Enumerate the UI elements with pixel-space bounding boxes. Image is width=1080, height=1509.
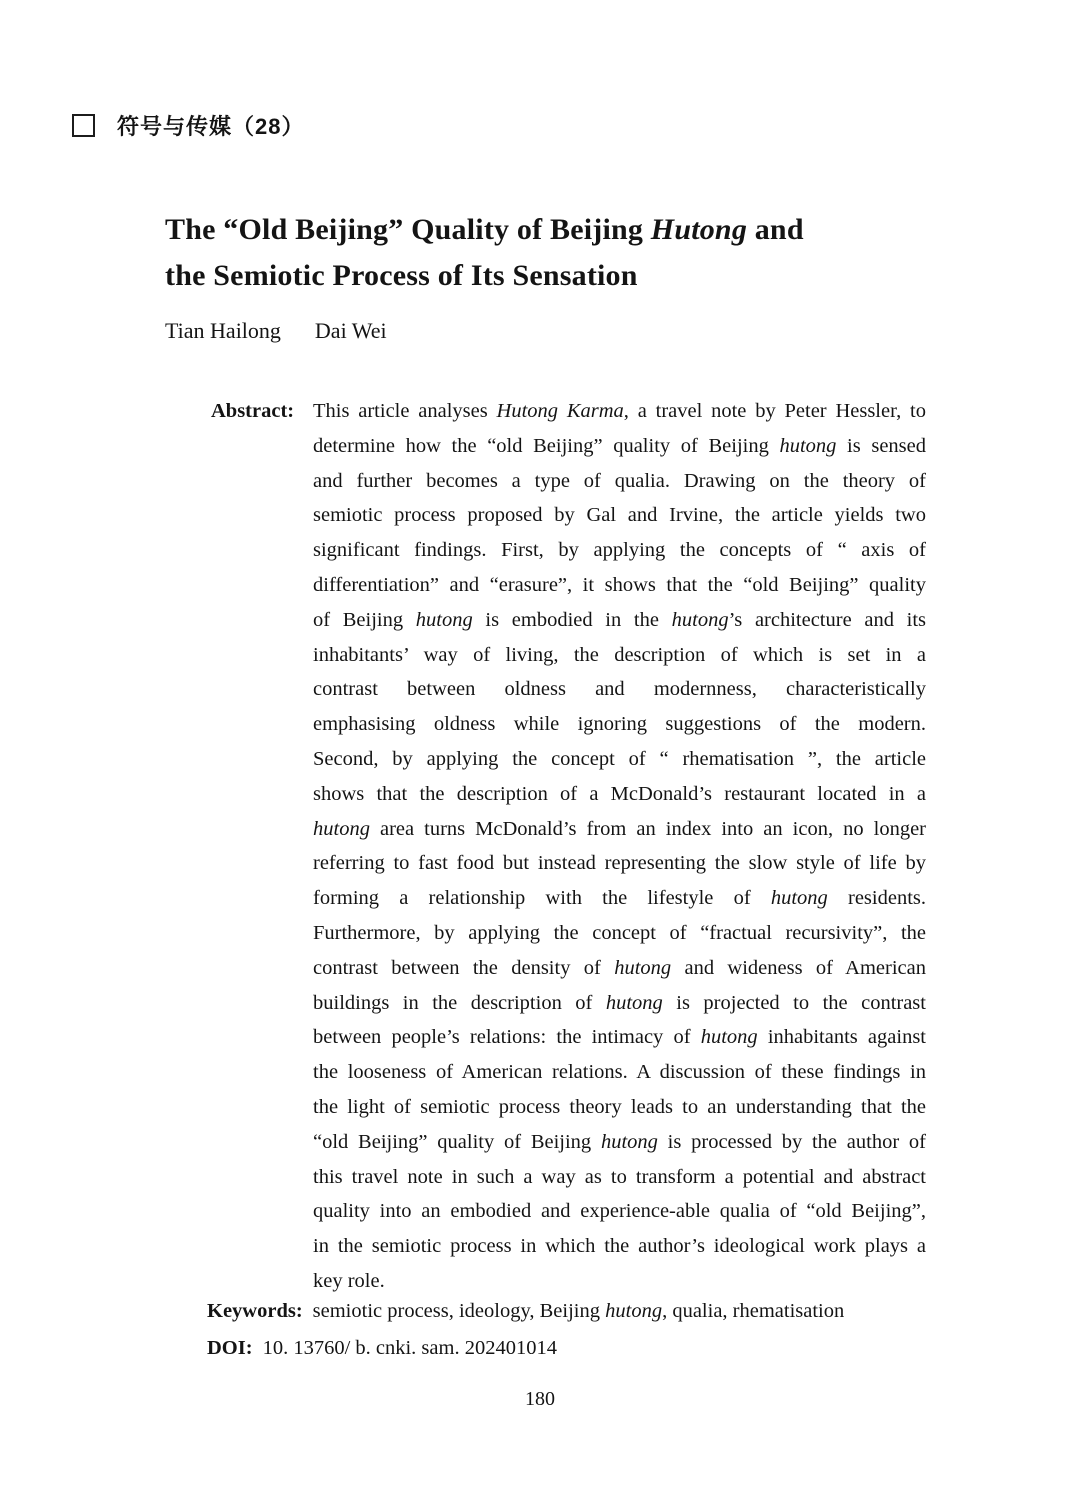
abstract-line: contrast between the density of hutong and wideness of American — [313, 956, 926, 979]
abstract-line: Second, by applying the concept of “ rhematisation ”, the article — [313, 747, 926, 770]
doi-line — [207, 1331, 947, 1365]
abstract-line: key role. — [313, 1269, 385, 1292]
abstract-line: “old Beijing” quality of Beijing hutong is processed by the author of — [313, 1130, 926, 1153]
abstract-line: significant findings. First, by applying the concepts of “ axis of — [313, 539, 926, 562]
abstract-line: this travel note in such a way as to transform a potential and abstract — [313, 1165, 926, 1188]
authors — [165, 318, 421, 344]
abstract-line: inhabitants’ way of living, the description of which is set in a — [313, 643, 926, 666]
abstract-line: This article analyses Hutong Karma, a travel note by Peter Hessler, to — [313, 400, 926, 422]
abstract-line: semiotic process proposed by Gal and Irvine, the article yields two — [313, 504, 926, 527]
abstract-line: between people’s relations: the intimacy of hutong inhabitants against — [313, 1026, 926, 1049]
title-line-2: the Semiotic Process of Its Sensation — [165, 259, 638, 292]
abstract-line: the looseness of American relations. A discussion of these findings in — [313, 1061, 926, 1084]
abstract-label: Abstract: — [211, 400, 295, 422]
paper-title — [165, 207, 945, 299]
journal-name: 符号与传媒（28） — [117, 114, 305, 139]
abstract-line: forming a relationship with the lifestyle of hutong residents. — [313, 887, 926, 910]
doi-label: DOI: — [207, 1337, 253, 1359]
abstract-line: of Beijing hutong is embodied in the hutong’s architecture and its — [313, 608, 926, 631]
abstract-line: quality into an embodied and experience-able qualia of “old Beijing”, — [313, 1200, 926, 1223]
title-line-1: The “Old Beijing” Quality of Beijing Hutong and — [165, 213, 804, 246]
keywords-line — [207, 1294, 947, 1328]
page-number: 180 — [525, 1388, 555, 1410]
abstract-line: hutong area turns McDonald’s from an index into an icon, no longer — [313, 817, 926, 840]
abstract-line: determine how the “old Beijing” quality of Beijing hutong is sensed — [313, 434, 927, 457]
keywords-label: Keywords: — [207, 1300, 303, 1322]
abstract-line: and further becomes a type of qualia. Drawing on the theory of — [313, 469, 926, 492]
journal-header — [72, 110, 304, 141]
abstract-line: buildings in the description of hutong is projected to the contrast — [313, 991, 926, 1014]
journal-box-icon — [72, 114, 95, 137]
abstract-line: emphasising oldness while ignoring suggestions of the modern. — [313, 713, 926, 736]
abstract-text — [313, 394, 926, 1299]
keywords-text: semiotic process, ideology, Beijing hutong, qualia, rhematisation — [312, 1300, 845, 1322]
abstract-line: Furthermore, by applying the concept of “fractual recursivity”, the — [313, 921, 926, 944]
author-name-2: Dai Wei — [314, 318, 387, 343]
abstract-line: contrast between oldness and modernness, characteristically — [313, 678, 926, 701]
abstract-line: differentiation” and “erasure”, it shows that the “old Beijing” quality — [313, 573, 926, 596]
abstract-line: the light of semiotic process theory leads to an understanding that the — [313, 1095, 926, 1118]
abstract-line: referring to fast food but instead representing the slow style of life by — [313, 852, 926, 875]
abstract-line: shows that the description of a McDonald’s restaurant located in a — [313, 782, 926, 805]
author-name-1: Tian Hailong — [165, 318, 281, 343]
abstract-line: in the semiotic process in which the author’s ideological work plays a — [313, 1235, 926, 1258]
doi-value: 10. 13760/ b. cnki. sam. 202401014 — [262, 1337, 557, 1359]
